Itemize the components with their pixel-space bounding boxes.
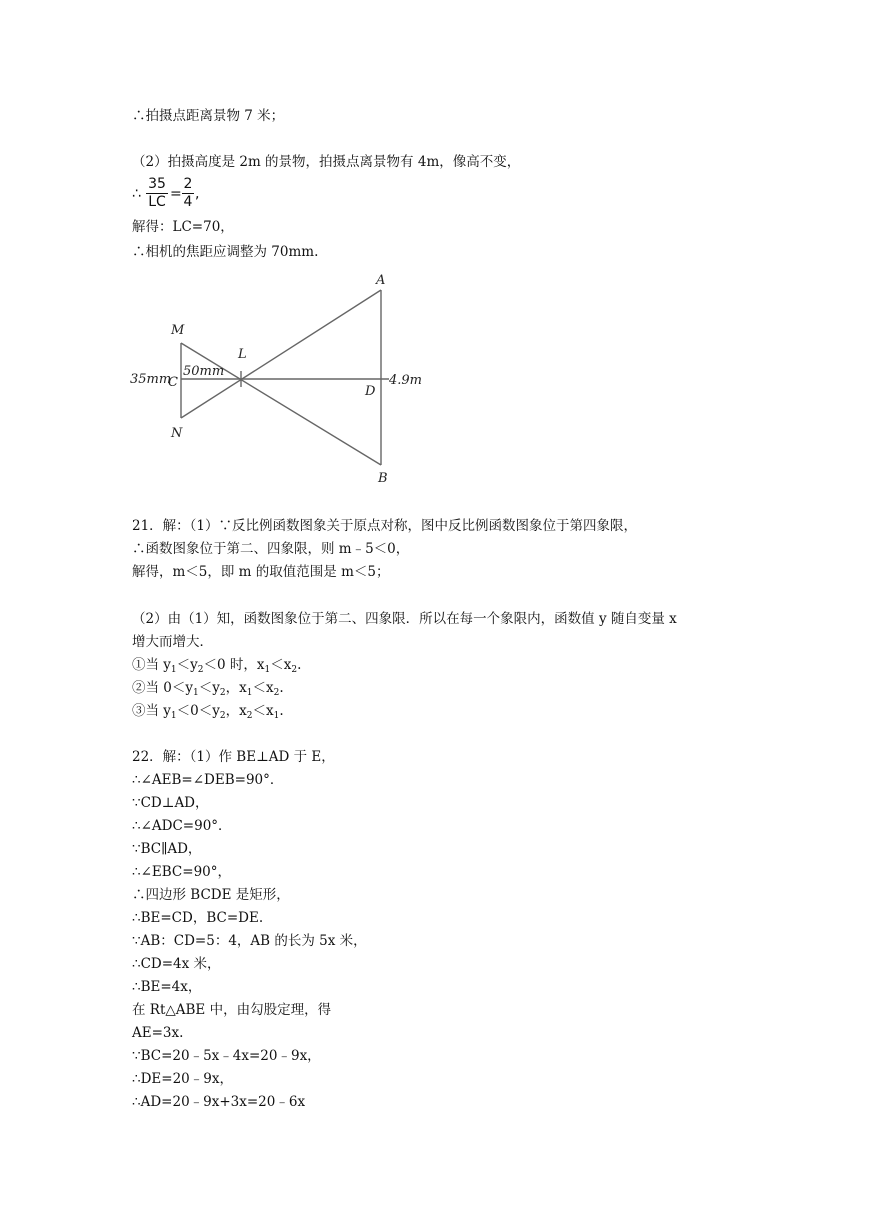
text-line-27: ∴DE=20﹣9x， [132,1071,233,1087]
text-line-8: （2）由（1）知，函数图象位于第二、四象限．所以在每一个象限内，函数值 y 随自变量 x [132,611,677,627]
subscript: 1 [170,665,177,675]
case-3-part-e: . [279,703,284,719]
case-2-part-e: . [279,680,284,696]
case-1-part-b: ＜y [176,657,198,673]
text-line-4: ∴相机的焦距应调整为 70mm. [132,244,319,260]
fraction-denominator: LC [148,194,166,210]
subscript: 2 [219,711,226,721]
text-line-28: ∴AD=20﹣9x+3x=20﹣6x [132,1094,306,1110]
fraction-2-over-4 [182,176,194,211]
text-line-5: 21．解：（1）∵反比例函数图象关于原点对称，图中反比例函数图象位于第四象限， [132,518,638,534]
therefore-symbol: ∴ [132,186,141,202]
subscript: 1 [264,665,271,675]
text-line-26: ∵BC=20﹣5x﹣4x=20﹣9x， [132,1048,321,1064]
text-line-2: （2）拍摄高度是 2m 的景物，拍摄点离景物有 4m，像高不变， [132,154,521,170]
case-1-part-d: ＜x [270,657,292,673]
camera-geometry-diagram [125,268,435,493]
label-c: C [168,375,178,390]
subscript: 2 [246,711,253,721]
case-3-part-a: ③当 y [132,703,171,719]
label-a: A [376,273,386,288]
text-line-19: ∴四边形 BCDE 是矩形， [132,887,290,903]
fraction-35-over-lc [146,176,168,211]
fraction-numerator: 2 [183,176,193,192]
case-2-part-c: ，x [225,680,247,696]
case-2-part-d: ＜x [252,680,274,696]
label-b: B [378,471,388,486]
text-line-3: 解得：LC=70， [132,219,234,235]
text-line-23: ∴BE=4x， [132,979,202,995]
case-1-part-c: ＜0 时，x [203,657,265,673]
subscript: 2 [291,665,298,675]
case-1-line [132,656,301,679]
subscript: 1 [246,688,253,698]
subscript: 1 [170,711,177,721]
case-3-part-d: ＜x [252,703,274,719]
segment-na [181,290,381,418]
label-length-mn: 35mm [130,372,172,387]
case-3-line [132,702,284,725]
case-3-part-b: ＜0＜y [176,703,220,719]
equals-sign: = [170,186,182,202]
fraction-denominator: 4 [183,194,193,210]
subscript: 1 [273,711,280,721]
text-line-15: ∵CD⊥AD， [132,795,209,811]
comma: , [195,186,200,202]
case-1-part-e: . [297,657,302,673]
subscript: 2 [273,688,280,698]
text-line-13: 22．解：（1）作 BE⊥AD 于 E， [132,749,335,765]
text-line-9: 增大而增大． [132,634,213,650]
text-line-25: AE=3x. [132,1025,184,1041]
case-2-line [132,679,284,702]
case-1-part-a: ①当 y [132,657,171,673]
text-line-21: ∵AB：CD=5：4，AB 的长为 5x 米， [132,933,367,949]
label-length-ab: 4.9m [389,373,423,388]
text-line-24: 在 Rt△ABE 中，由勾股定理，得 [132,1002,332,1018]
text-line-7: 解得，m＜5，即 m 的取值范围是 m＜5； [132,564,390,580]
subscript: 2 [219,688,226,698]
label-length-cl: 50mm [183,364,225,379]
label-d: D [365,384,376,399]
label-l: L [238,347,247,362]
text-line-17: ∵BC∥AD， [132,841,202,857]
case-2-part-a: ②当 0＜y [132,680,194,696]
text-line-18: ∴∠EBC=90°， [132,864,231,880]
text-line-22: ∴CD=4x 米， [132,956,221,972]
fraction-numerator: 35 [148,176,166,192]
text-line-1: ∴拍摄点距离景物 7 米； [132,108,285,124]
segment-mb [181,343,381,465]
subscript: 2 [197,665,204,675]
case-2-part-b: ＜y [198,680,220,696]
label-n: N [171,426,183,441]
text-line-6: ∴函数图象位于第二、四象限，则 m﹣5＜0， [132,541,410,557]
text-line-16: ∴∠ADC=90°． [132,818,232,834]
text-line-14: ∴∠AEB=∠DEB=90°． [132,772,284,788]
label-m: M [171,323,185,338]
subscript: 1 [193,688,199,698]
text-line-20: ∴BE=CD，BC=DE. [132,910,264,926]
case-3-part-c: ，x [225,703,247,719]
